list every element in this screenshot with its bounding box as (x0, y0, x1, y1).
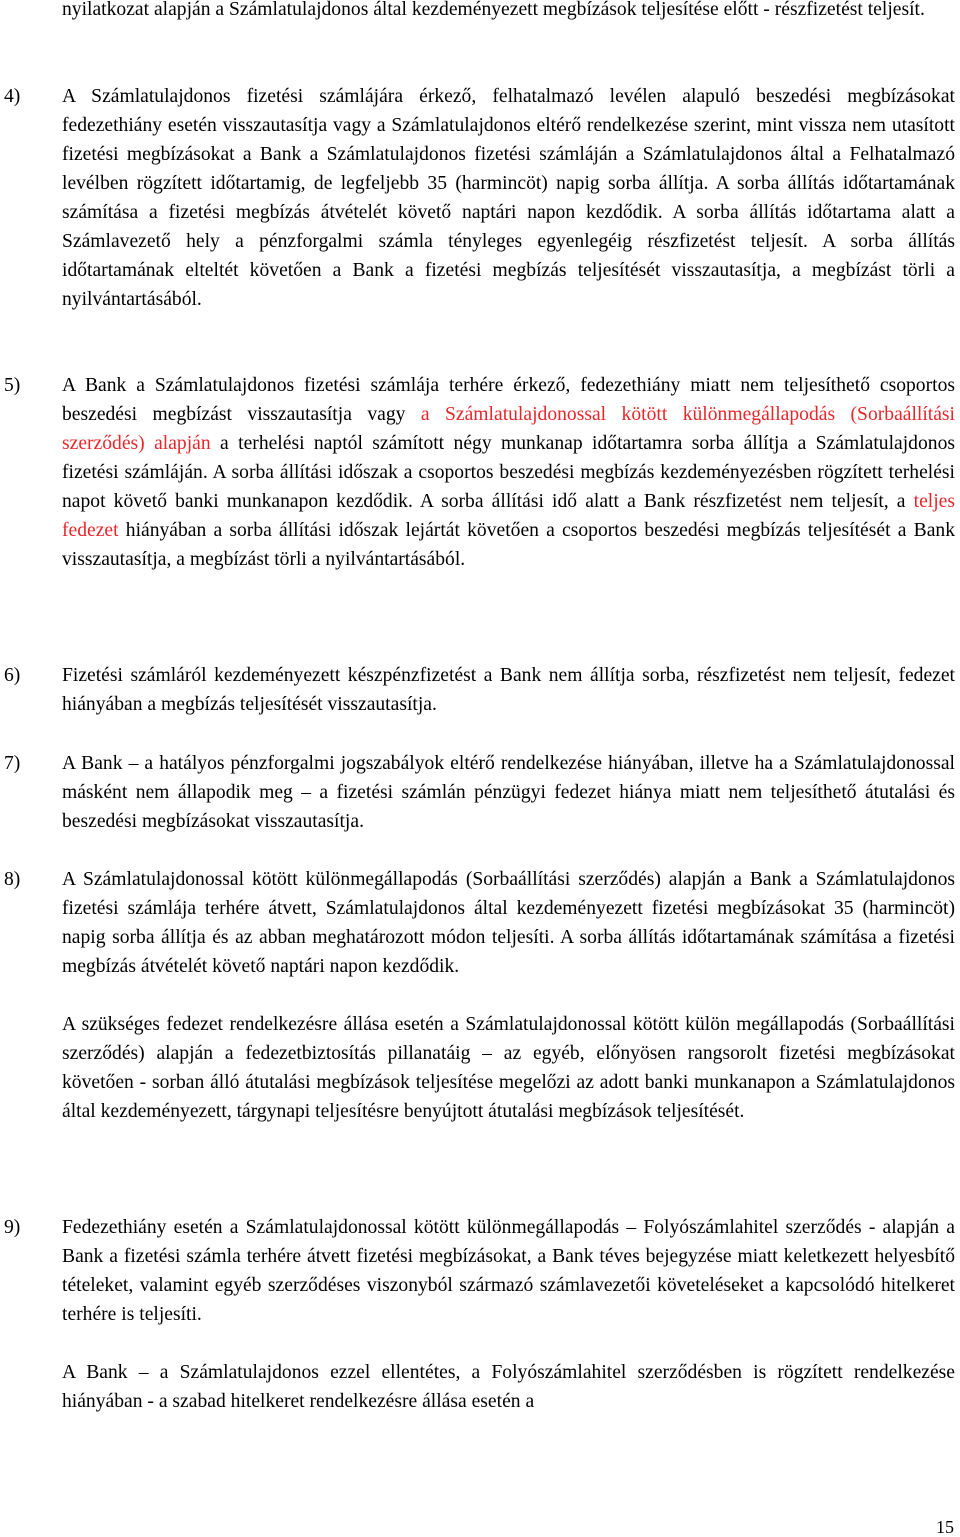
item-number: 5) (4, 375, 21, 396)
item-number: 7) (4, 753, 21, 774)
highlighted-text: teljes fedezet (62, 491, 955, 541)
highlighted-text: a Számlatulajdonossal kötött különmegállapodás (Sorbaállítási szerződés) alapján (62, 404, 955, 454)
list-item-8 (4, 865, 955, 1126)
item-number: 9) (4, 1217, 21, 1238)
item-text: Fedezethiány esetén a Számlatulajdonossal kötött különmegállapodás – Folyószámlahitel szerződés - alapján a Bank a fizetési számla terhére átvett fizetési megbízásokat, a Bank téves bejegyzése miatt keletkezett helyesbítő tételeket, valamint egyéb szerződéses viszonyból származó számlavezetői követeléseket a kapcsolódó hitelkeret terhére is teljesíti. (62, 1217, 955, 1325)
item-text: A Számlatulajdonossal kötött különmegállapodás (Sorbaállítási szerződés) alapján a Bank a Számlatulajdonos fizetési számlája terhére átvett, Számlatulajdonos által kezdeményezett fizetési megbízásokat 35 (harmincöt) napig sorba állítja és az abban meghatározott módon teljesíti. A sorba állítás időtartamának számítása a fizetési megbízás átvételét követő naptári napon kezdődik. (62, 869, 955, 977)
page-number: 15 (936, 1517, 954, 1537)
list-item-9 (4, 1213, 955, 1416)
list-item-5 (4, 371, 955, 574)
item-number: 8) (4, 869, 21, 890)
list-item-6 (4, 661, 955, 719)
item-text: Fizetési számláról kezdeményezett készpénzfizetést a Bank nem állítja sorba, részfizetést nem teljesít, fedezet hiányában a megbízás teljesítését visszautasítja. (62, 665, 955, 715)
list-item-4 (4, 82, 955, 314)
item-number: 4) (4, 86, 21, 107)
item-text-continued: A Bank – a Számlatulajdonos ezzel ellentétes, a Folyószámlahitel szerződésben is rögzített rendelkezése hiányában - a szabad hitelkeret rendelkezésre állása esetén a (62, 1362, 955, 1412)
item-text: A Számlatulajdonos fizetési számlájára érkező, felhatalmazó levélen alapuló beszedési megbízásokat fedezethiány esetén visszautasítja vagy a Számlatulajdonos eltérő rendelkezése szerint, mint vissza nem utasított fizetési megbízásokat a Bank a Számlatulajdonos fizetési számláján a Számlatulajdonos által a Felhatalmazó levélben rögzített időtartamig, de legfeljebb 35 (harmincöt) napig sorba állítja. A sorba állítás időtartamának számítása a fizetési megbízás átvételét követő naptári napon kezdődik. A sorba állítás időtartama alatt a Számlavezető hely a pénzforgalmi számla tényleges egyenlegéig részfizetést teljesít. A sorba állítás időtartamának elteltét követően a Bank a fizetési megbízás teljesítését visszautasítja, a megbízást törli a nyilvántartásából. (62, 86, 955, 310)
item-text-continued: A szükséges fedezet rendelkezésre állása esetén a Számlatulajdonossal kötött külön megállapodás (Sorbaállítási szerződés) alapján a fedezetbiztosítás pillanatáig – az egyéb, előnyösen rangsorolt fizetési megbízásokat követően - sorban álló átutalási megbízások teljesítése megelőzi az adott banki munkanapon a Számlatulajdonos által kezdeményezett, tárgynapi teljesítésre benyújtott átutalási megbízások teljesítését. (62, 1014, 955, 1122)
item-text-part: A Bank a Számlatulajdonos fizetési számlája terhére érkező, fedezethiány miatt nem teljesíthető csoportos beszedési megbízást visszautasítja vagy (62, 375, 955, 425)
item-text (62, 371, 955, 574)
item-text-part: hiányában a sorba állítási időszak lejártát követően a csoportos beszedési megbízás teljesítését a Bank visszautasítja, a megbízást törli a nyilvántartásából. (62, 520, 955, 570)
intro-paragraph: nyilatkozat alapján a Számlatulajdonos által kezdeményezett megbízások teljesítése előtt - részfizetést teljesít. (62, 0, 925, 20)
item-number: 6) (4, 665, 21, 686)
item-text: A Bank – a hatályos pénzforgalmi jogszabályok eltérő rendelkezése hiányában, illetve ha a Számlatulajdonossal másként nem állapodik meg – a fizetési számlán pénzügyi fedezet hiánya miatt nem teljesíthető átutalási és beszedési megbízásokat visszautasítja. (62, 753, 955, 832)
item-text-part: a terhelési naptól számított négy munkanap időtartamra sorba állítja a Számlatulajdonos fizetési számláján. A sorba állítási időszak a csoportos beszedési megbízás kezdeményezésben rögzített terhelési napot követő banki munkanapon kezdődik. A sorba állítási idő alatt a Bank részfizetést nem teljesít, a (62, 433, 955, 512)
list-item-7 (4, 749, 955, 836)
